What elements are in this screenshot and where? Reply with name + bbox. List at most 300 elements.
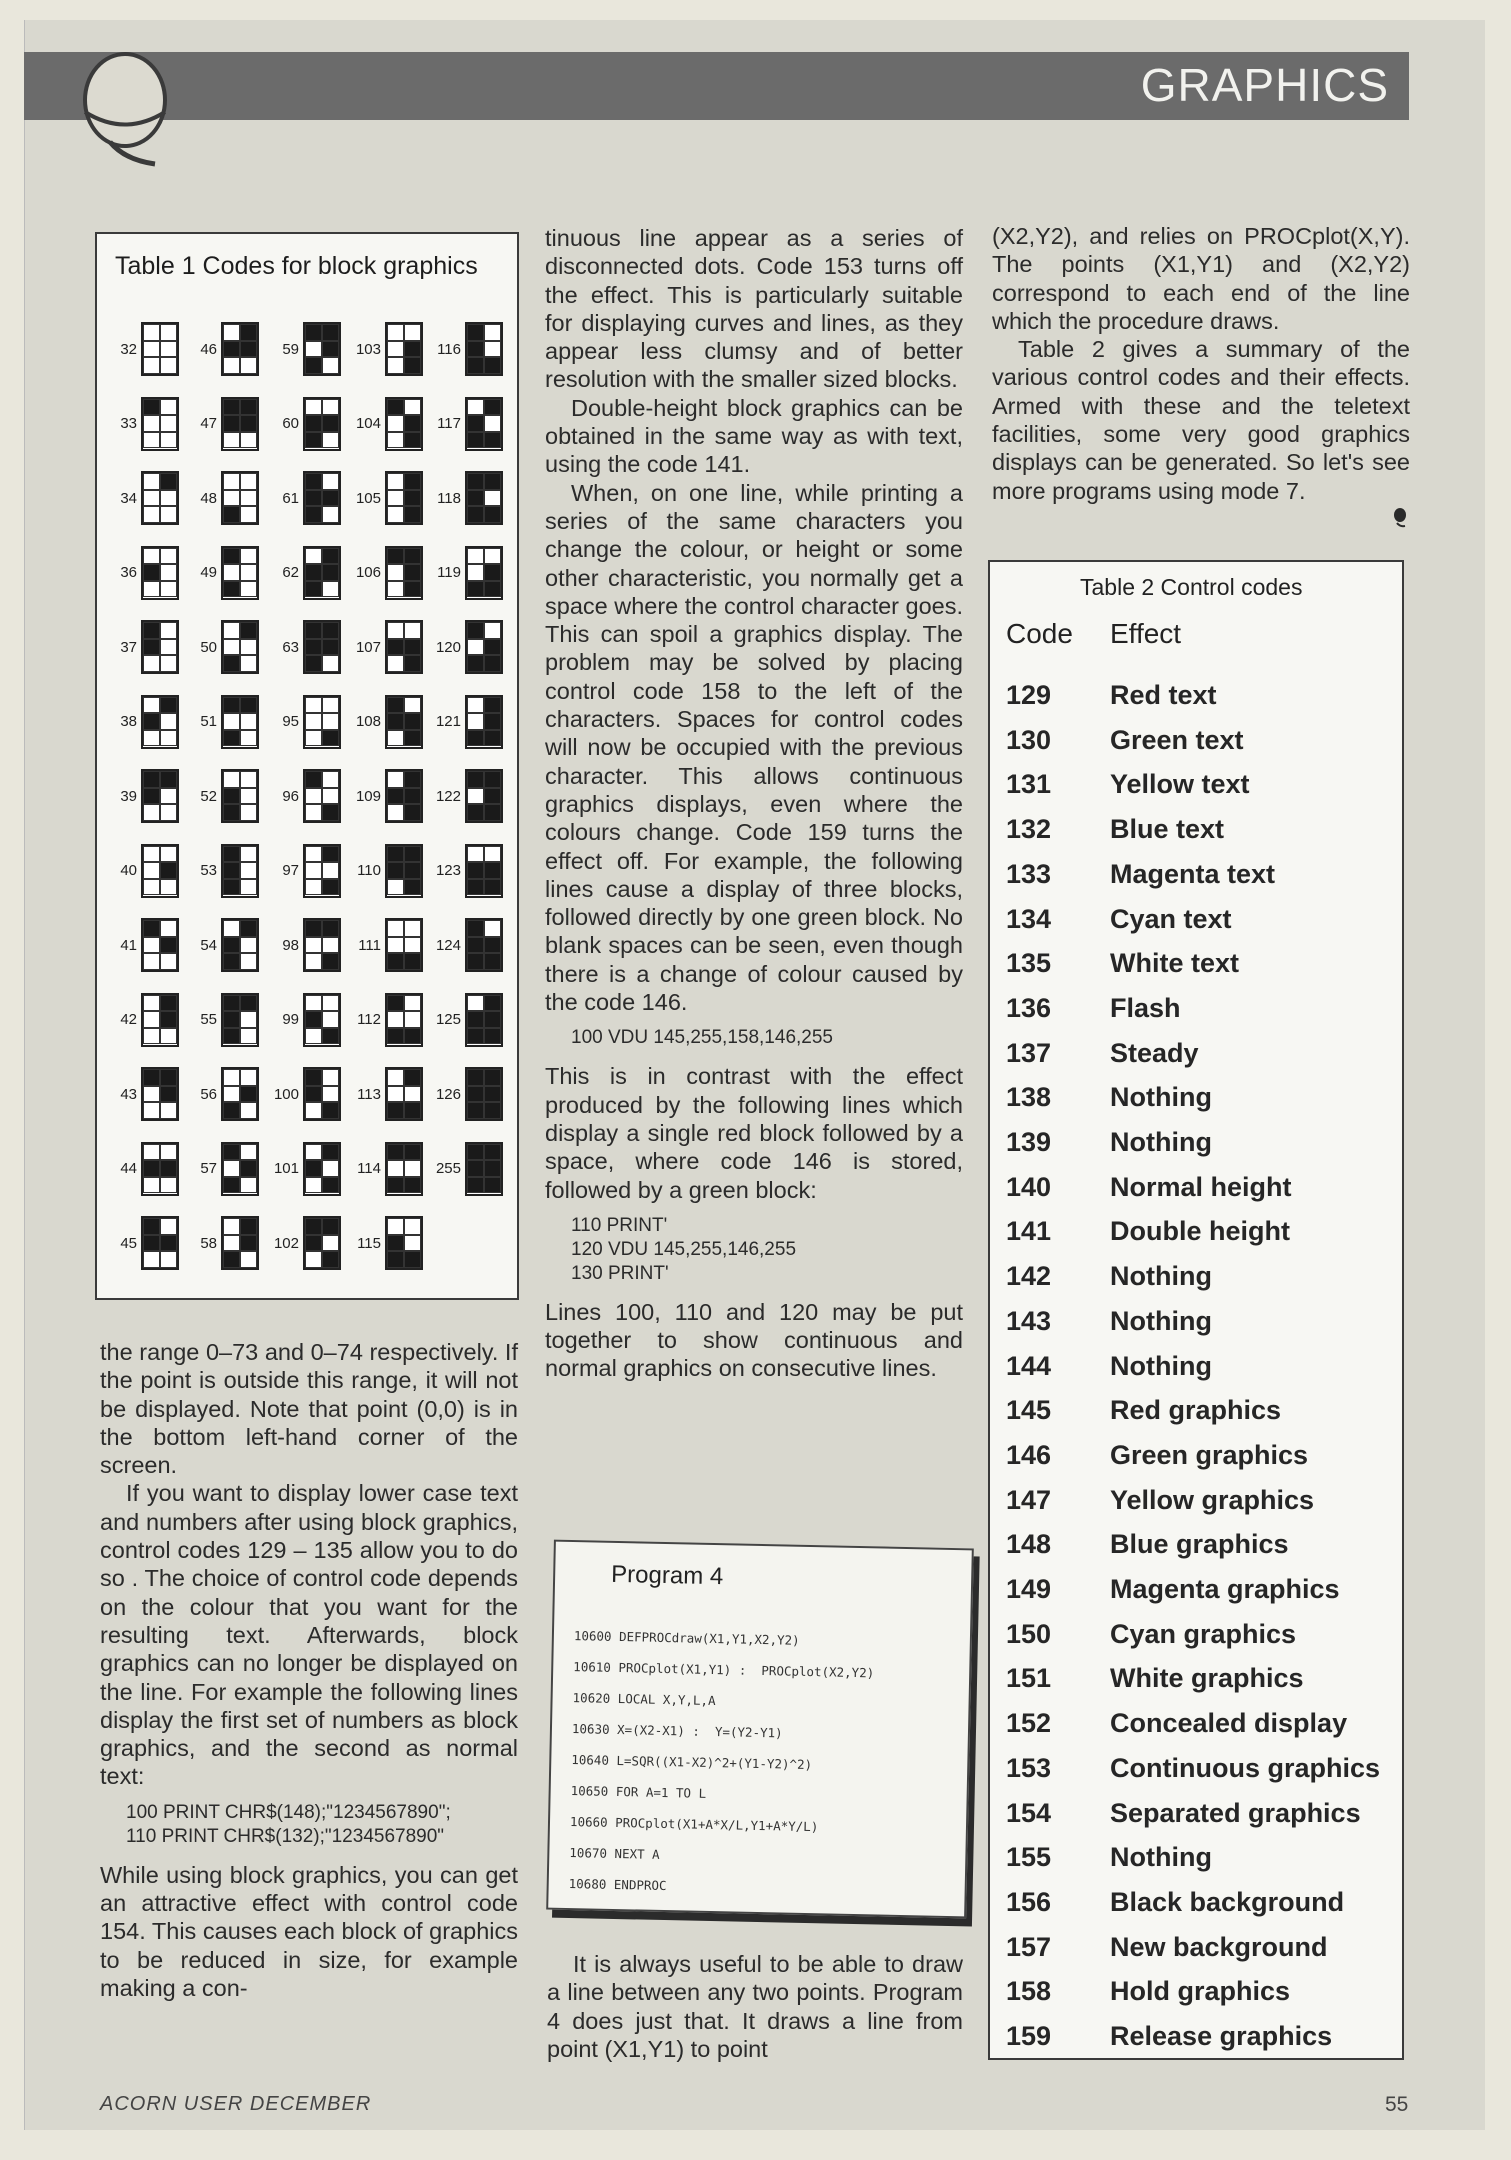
empty-pixel bbox=[467, 639, 484, 656]
block-graphic-glyph bbox=[303, 471, 341, 525]
empty-pixel bbox=[143, 995, 160, 1012]
block-graphic-entry bbox=[265, 397, 341, 451]
block-graphic-glyph bbox=[385, 1067, 423, 1121]
table2-row bbox=[1006, 814, 1224, 845]
empty-pixel bbox=[223, 490, 240, 507]
block-code-number: 38 bbox=[120, 713, 137, 730]
empty-pixel bbox=[160, 415, 177, 432]
filled-pixel bbox=[404, 730, 421, 747]
control-code: 133 bbox=[1006, 858, 1052, 889]
block-code-number: 41 bbox=[120, 936, 137, 954]
filled-pixel bbox=[484, 639, 501, 656]
filled-pixel bbox=[387, 846, 404, 863]
empty-pixel bbox=[387, 920, 404, 937]
block-code-number: 122 bbox=[435, 787, 461, 805]
filled-pixel bbox=[305, 1086, 322, 1103]
empty-pixel bbox=[160, 548, 177, 565]
block-graphic-entry bbox=[265, 546, 341, 600]
empty-pixel bbox=[322, 1069, 339, 1086]
empty-pixel bbox=[467, 697, 484, 714]
empty-pixel bbox=[387, 473, 404, 490]
empty-pixel bbox=[322, 1011, 339, 1028]
empty-pixel bbox=[404, 622, 421, 639]
empty-pixel bbox=[143, 357, 160, 374]
block-graphic-entry bbox=[427, 769, 503, 823]
empty-pixel bbox=[322, 713, 339, 730]
empty-pixel bbox=[305, 697, 322, 714]
block-graphic-entry bbox=[265, 471, 341, 525]
filled-pixel bbox=[404, 788, 421, 805]
filled-pixel bbox=[484, 1102, 501, 1119]
empty-pixel bbox=[240, 581, 257, 598]
block-graphic-entry bbox=[183, 993, 259, 1047]
filled-pixel bbox=[467, 341, 484, 358]
block-graphic-entry bbox=[183, 1142, 259, 1196]
empty-pixel bbox=[322, 655, 339, 672]
block-code-number: 97 bbox=[282, 862, 299, 879]
block-code-number: 40 bbox=[120, 862, 137, 879]
filled-pixel bbox=[322, 920, 339, 937]
empty-pixel bbox=[143, 730, 160, 747]
empty-pixel bbox=[143, 432, 160, 449]
filled-pixel bbox=[305, 506, 322, 523]
block-graphic-entry bbox=[427, 844, 503, 898]
filled-pixel bbox=[305, 655, 322, 672]
block-graphic-glyph bbox=[141, 620, 179, 674]
block-graphic-glyph bbox=[385, 993, 423, 1047]
col2-paragraph: It is always useful to be able to draw a line between any two points. Program 4 does just that. It draws a line from point (X1,Y1) to point bbox=[547, 1951, 963, 2062]
filled-pixel bbox=[484, 581, 501, 598]
control-effect: Hold graphics bbox=[1110, 1976, 1291, 2007]
block-code-number: 34 bbox=[120, 489, 137, 507]
block-graphic-glyph bbox=[385, 322, 423, 376]
empty-pixel bbox=[322, 1086, 339, 1103]
empty-pixel bbox=[305, 953, 322, 970]
block-graphic-entry bbox=[427, 546, 503, 600]
block-code-number: 56 bbox=[200, 1085, 217, 1103]
empty-pixel bbox=[322, 432, 339, 449]
filled-pixel bbox=[467, 953, 484, 970]
control-code: 138 bbox=[1006, 1082, 1052, 1113]
empty-pixel bbox=[404, 995, 421, 1012]
block-graphic-glyph bbox=[465, 769, 503, 823]
control-effect: Red text bbox=[1110, 680, 1217, 710]
control-effect: New background bbox=[1110, 1931, 1328, 1962]
empty-pixel bbox=[160, 655, 177, 672]
block-graphic-glyph bbox=[303, 695, 341, 749]
block-graphic-glyph bbox=[465, 993, 503, 1047]
program-line: 10620 LOCAL X,Y,L,A bbox=[572, 1690, 716, 1709]
filled-pixel bbox=[387, 1028, 404, 1045]
block-graphic-entry bbox=[427, 397, 503, 451]
empty-pixel bbox=[387, 341, 404, 358]
empty-pixel bbox=[143, 1177, 160, 1194]
control-code: 149 bbox=[1006, 1574, 1052, 1604]
filled-pixel bbox=[484, 713, 501, 730]
control-code: 137 bbox=[1006, 1037, 1052, 1068]
filled-pixel bbox=[143, 1218, 160, 1235]
block-code-number: 117 bbox=[437, 415, 461, 432]
table2-row bbox=[1006, 1351, 1212, 1382]
empty-pixel bbox=[143, 953, 160, 970]
empty-pixel bbox=[240, 506, 257, 523]
col2-paragraph: This is in contrast with the effect produced by the following lines which display a single red block followed by a space, where code 146 is stored, followed by a green block: bbox=[545, 1063, 963, 1203]
filled-pixel bbox=[322, 1177, 339, 1194]
filled-pixel bbox=[160, 1160, 177, 1177]
filled-pixel bbox=[223, 1177, 240, 1194]
empty-pixel bbox=[305, 730, 322, 747]
table2-row bbox=[1006, 1172, 1292, 1203]
block-code-number: 112 bbox=[357, 1011, 381, 1028]
empty-pixel bbox=[240, 1028, 257, 1045]
block-code-number: 53 bbox=[200, 862, 217, 879]
block-graphic-glyph bbox=[385, 918, 423, 972]
block-code-number: 47 bbox=[200, 415, 217, 432]
empty-pixel bbox=[305, 1102, 322, 1119]
block-graphic-glyph bbox=[465, 397, 503, 451]
filled-pixel bbox=[305, 432, 322, 449]
block-code-number: 52 bbox=[200, 787, 217, 805]
block-graphic-entry bbox=[265, 769, 341, 823]
empty-pixel bbox=[484, 920, 501, 937]
code-listing bbox=[100, 1801, 518, 1849]
table2-row bbox=[1006, 904, 1232, 935]
empty-pixel bbox=[223, 920, 240, 937]
control-code: 146 bbox=[1006, 1439, 1052, 1470]
filled-pixel bbox=[322, 1251, 339, 1268]
filled-pixel bbox=[484, 937, 501, 954]
block-code-number: 62 bbox=[282, 564, 299, 581]
filled-pixel bbox=[240, 697, 257, 714]
empty-pixel bbox=[387, 937, 404, 954]
filled-pixel bbox=[223, 548, 240, 565]
empty-pixel bbox=[143, 697, 160, 714]
control-code: 159 bbox=[1006, 2021, 1052, 2051]
program-line: 10630 X=(X2-X1) : Y=(Y2-Y1) bbox=[571, 1721, 783, 1741]
empty-pixel bbox=[387, 655, 404, 672]
filled-pixel bbox=[143, 622, 160, 639]
empty-pixel bbox=[387, 622, 404, 639]
block-code-number: 108 bbox=[355, 713, 381, 730]
filled-pixel bbox=[484, 1069, 501, 1086]
filled-pixel bbox=[160, 1069, 177, 1086]
block-code-number: 49 bbox=[200, 564, 217, 581]
empty-pixel bbox=[404, 1235, 421, 1252]
filled-pixel bbox=[467, 655, 484, 672]
table1-block-graphics bbox=[95, 232, 519, 1300]
empty-pixel bbox=[223, 713, 240, 730]
control-effect: White graphics bbox=[1110, 1663, 1304, 1694]
empty-pixel bbox=[322, 399, 339, 416]
filled-pixel bbox=[240, 622, 257, 639]
filled-pixel bbox=[404, 1028, 421, 1045]
table2-col-code: Code bbox=[1006, 618, 1073, 649]
block-code-number: 111 bbox=[358, 936, 381, 954]
code-listing bbox=[545, 1214, 963, 1286]
empty-pixel bbox=[143, 341, 160, 358]
empty-pixel bbox=[322, 1160, 339, 1177]
control-effect: Red graphics bbox=[1110, 1395, 1282, 1426]
block-graphic-glyph bbox=[465, 695, 503, 749]
block-code-number: 54 bbox=[200, 936, 217, 954]
program-line: 10660 PROCplot(X1+A*X/L,Y1+A*Y/L) bbox=[569, 1814, 819, 1835]
filled-pixel bbox=[484, 1144, 501, 1161]
control-effect: Double height bbox=[1110, 1216, 1290, 1247]
filled-pixel bbox=[322, 548, 339, 565]
block-code-number: 58 bbox=[200, 1234, 217, 1252]
filled-pixel bbox=[322, 953, 339, 970]
empty-pixel bbox=[160, 713, 177, 730]
table2-control-codes bbox=[988, 560, 1404, 2060]
block-code-number: 113 bbox=[357, 1085, 381, 1103]
block-graphic-glyph bbox=[385, 844, 423, 898]
block-graphic-entry bbox=[347, 844, 423, 898]
block-graphic-entry bbox=[103, 769, 179, 823]
empty-pixel bbox=[223, 622, 240, 639]
block-code-number: 105 bbox=[355, 489, 381, 507]
block-graphic-glyph bbox=[465, 620, 503, 674]
block-graphic-entry bbox=[265, 993, 341, 1047]
empty-pixel bbox=[240, 1102, 257, 1119]
filled-pixel bbox=[223, 730, 240, 747]
filled-pixel bbox=[387, 1235, 404, 1252]
code-line: 100 PRINT CHR$(148);"1234567890"; bbox=[126, 1801, 451, 1823]
filled-pixel bbox=[387, 788, 404, 805]
block-code-number: 98 bbox=[282, 936, 299, 954]
block-graphic-entry bbox=[103, 993, 179, 1047]
block-graphic-entry bbox=[103, 1142, 179, 1196]
block-code-number: 120 bbox=[435, 638, 461, 656]
block-graphic-glyph bbox=[141, 769, 179, 823]
empty-pixel bbox=[223, 1086, 240, 1103]
empty-pixel bbox=[404, 324, 421, 341]
empty-pixel bbox=[143, 1086, 160, 1103]
filled-pixel bbox=[160, 473, 177, 490]
empty-pixel bbox=[160, 506, 177, 523]
empty-pixel bbox=[160, 788, 177, 805]
empty-pixel bbox=[143, 846, 160, 863]
filled-pixel bbox=[240, 1235, 257, 1252]
program-line: 10640 L=SQR((X1-X2)^2+(Y1-Y2)^2) bbox=[571, 1752, 813, 1773]
block-graphic-entry bbox=[427, 322, 503, 376]
empty-pixel bbox=[305, 1251, 322, 1268]
empty-pixel bbox=[484, 622, 501, 639]
block-graphic-glyph bbox=[385, 695, 423, 749]
table2-row bbox=[1006, 1976, 1290, 2007]
program-line: 10600 DEFPROCdraw(X1,Y1,X2,Y2) bbox=[573, 1628, 800, 1648]
filled-pixel bbox=[305, 490, 322, 507]
filled-pixel bbox=[484, 655, 501, 672]
filled-pixel bbox=[467, 862, 484, 879]
empty-pixel bbox=[322, 788, 339, 805]
filled-pixel bbox=[223, 846, 240, 863]
control-code: 129 bbox=[1006, 680, 1052, 710]
block-code-number: 43 bbox=[120, 1085, 137, 1103]
filled-pixel bbox=[404, 1177, 421, 1194]
control-code: 156 bbox=[1006, 1886, 1052, 1917]
empty-pixel bbox=[143, 473, 160, 490]
control-effect: Flash bbox=[1110, 992, 1181, 1023]
filled-pixel bbox=[467, 357, 484, 374]
empty-pixel bbox=[160, 399, 177, 416]
empty-pixel bbox=[223, 432, 240, 449]
col1-paragraph: If you want to display lower case text and numbers after using block graphics, control codes 129 – 135 allow you to do so . The choice of control code depends on the colour that you want for the resulting text. Afterwards, block graphics can no longer be displayed on the line. For example the following lines display the first set of numbers as block graphics, and the second as normal text: bbox=[100, 1480, 518, 1790]
filled-pixel bbox=[404, 804, 421, 821]
empty-pixel bbox=[160, 357, 177, 374]
table2-row bbox=[1006, 1529, 1289, 1560]
filled-pixel bbox=[404, 473, 421, 490]
filled-pixel bbox=[484, 564, 501, 581]
empty-pixel bbox=[240, 879, 257, 896]
empty-pixel bbox=[387, 490, 404, 507]
empty-pixel bbox=[240, 548, 257, 565]
empty-pixel bbox=[387, 581, 404, 598]
table2-row bbox=[1006, 859, 1275, 890]
table2-row bbox=[1006, 1574, 1340, 1605]
empty-pixel bbox=[223, 1235, 240, 1252]
empty-pixel bbox=[387, 879, 404, 896]
block-graphic-glyph bbox=[221, 322, 259, 376]
block-graphic-glyph bbox=[303, 322, 341, 376]
empty-pixel bbox=[322, 506, 339, 523]
program4-listing bbox=[546, 1540, 974, 1919]
empty-pixel bbox=[240, 357, 257, 374]
filled-pixel bbox=[467, 771, 484, 788]
filled-pixel bbox=[467, 415, 484, 432]
block-graphic-glyph bbox=[141, 1216, 179, 1270]
filled-pixel bbox=[143, 771, 160, 788]
filled-pixel bbox=[387, 713, 404, 730]
empty-pixel bbox=[223, 1069, 240, 1086]
filled-pixel bbox=[223, 506, 240, 523]
filled-pixel bbox=[223, 697, 240, 714]
table2-row bbox=[1006, 1708, 1347, 1739]
control-effect: Blue graphics bbox=[1110, 1529, 1289, 1560]
empty-pixel bbox=[484, 324, 501, 341]
control-effect: Green text bbox=[1110, 724, 1244, 755]
filled-pixel bbox=[322, 622, 339, 639]
block-graphic-glyph bbox=[221, 993, 259, 1047]
footer-page-number: 55 bbox=[1385, 2093, 1409, 2116]
col2-paragraph: Double-height block graphics can be obtained in the same way as with text, using the code 141. bbox=[545, 394, 963, 478]
filled-pixel bbox=[467, 1069, 484, 1086]
filled-pixel bbox=[404, 1102, 421, 1119]
empty-pixel bbox=[160, 490, 177, 507]
block-graphic-entry bbox=[183, 1216, 259, 1270]
block-code-number: 118 bbox=[437, 489, 461, 507]
block-graphic-entry bbox=[265, 844, 341, 898]
block-code-number: 115 bbox=[357, 1234, 381, 1252]
empty-pixel bbox=[160, 1144, 177, 1161]
filled-pixel bbox=[223, 788, 240, 805]
filled-pixel bbox=[404, 506, 421, 523]
table2-header bbox=[1006, 618, 1181, 650]
filled-pixel bbox=[305, 1011, 322, 1028]
block-graphic-glyph bbox=[141, 993, 179, 1047]
section-title: GRAPHICS bbox=[1140, 59, 1389, 111]
control-effect: Nothing bbox=[1110, 1261, 1212, 1292]
empty-pixel bbox=[143, 1144, 160, 1161]
filled-pixel bbox=[223, 341, 240, 358]
block-graphic-glyph bbox=[141, 397, 179, 451]
filled-pixel bbox=[467, 506, 484, 523]
block-code-number: 46 bbox=[200, 340, 217, 358]
filled-pixel bbox=[467, 432, 484, 449]
table2-title: Table 2 Control codes bbox=[1080, 574, 1303, 600]
block-code-number: 99 bbox=[282, 1011, 299, 1028]
empty-pixel bbox=[143, 490, 160, 507]
control-code: 153 bbox=[1006, 1752, 1052, 1783]
block-code-number: 36 bbox=[120, 564, 137, 581]
col1-paragraph: the range 0–73 and 0–74 respectively. If the point is outside this range, it will not be displayed. Note that point (0,0) is in the bottom left-hand corner of the screen. bbox=[100, 1339, 518, 1479]
empty-pixel bbox=[143, 1251, 160, 1268]
empty-pixel bbox=[240, 1251, 257, 1268]
block-graphic-entry bbox=[347, 471, 423, 525]
filled-pixel bbox=[305, 564, 322, 581]
control-effect: Release graphics bbox=[1110, 2021, 1333, 2051]
code-line: 130 PRINT' bbox=[571, 1262, 669, 1284]
table2-row bbox=[1006, 1038, 1199, 1069]
block-graphic-glyph bbox=[303, 918, 341, 972]
block-graphic-entry bbox=[347, 546, 423, 600]
table2-row bbox=[1006, 1663, 1304, 1694]
col2-paragraph: tinuous line appear as a series of disconnected dots. Code 153 turns off the effect. This is particularly suitable for displaying curves and lines, as they appear less clumsy and of better resolution with the smaller sized blocks. bbox=[545, 225, 963, 393]
filled-pixel bbox=[143, 399, 160, 416]
empty-pixel bbox=[160, 879, 177, 896]
block-graphic-glyph bbox=[465, 546, 503, 600]
empty-pixel bbox=[387, 1069, 404, 1086]
empty-pixel bbox=[240, 432, 257, 449]
block-graphic-glyph bbox=[141, 546, 179, 600]
block-code-number: 37 bbox=[120, 638, 137, 656]
block-code-number: 39 bbox=[120, 787, 137, 805]
program-line: 10680 ENDPROC bbox=[568, 1876, 667, 1894]
block-graphic-glyph bbox=[465, 322, 503, 376]
block-graphic-entry bbox=[265, 1142, 341, 1196]
program-line: 10610 PROCplot(X1,Y1) : PROCplot(X2,Y2) bbox=[573, 1659, 875, 1681]
block-graphic-glyph bbox=[385, 471, 423, 525]
empty-pixel bbox=[305, 862, 322, 879]
empty-pixel bbox=[240, 953, 257, 970]
filled-pixel bbox=[387, 399, 404, 416]
block-code-number: 32 bbox=[120, 340, 137, 358]
empty-pixel bbox=[467, 399, 484, 416]
empty-pixel bbox=[240, 1011, 257, 1028]
filled-pixel bbox=[240, 341, 257, 358]
section-banner bbox=[24, 52, 1409, 120]
block-graphic-glyph bbox=[465, 1067, 503, 1121]
empty-pixel bbox=[160, 622, 177, 639]
table2-row bbox=[1006, 1306, 1212, 1337]
footer-magazine: ACORN USER DECEMBER bbox=[100, 2093, 372, 2115]
filled-pixel bbox=[484, 1028, 501, 1045]
block-graphic-glyph bbox=[385, 769, 423, 823]
block-code-number: 42 bbox=[120, 1011, 137, 1028]
block-code-number: 125 bbox=[435, 1011, 461, 1028]
filled-pixel bbox=[305, 639, 322, 656]
filled-pixel bbox=[305, 1218, 322, 1235]
empty-pixel bbox=[305, 879, 322, 896]
filled-pixel bbox=[240, 1218, 257, 1235]
control-code: 158 bbox=[1006, 1976, 1052, 2007]
table2-row bbox=[1006, 769, 1250, 800]
control-effect: Green graphics bbox=[1110, 1439, 1309, 1470]
filled-pixel bbox=[322, 730, 339, 747]
program4-code bbox=[568, 1620, 875, 1905]
filled-pixel bbox=[484, 862, 501, 879]
block-graphic-entry bbox=[427, 1067, 503, 1121]
block-graphic-entry bbox=[427, 918, 503, 972]
